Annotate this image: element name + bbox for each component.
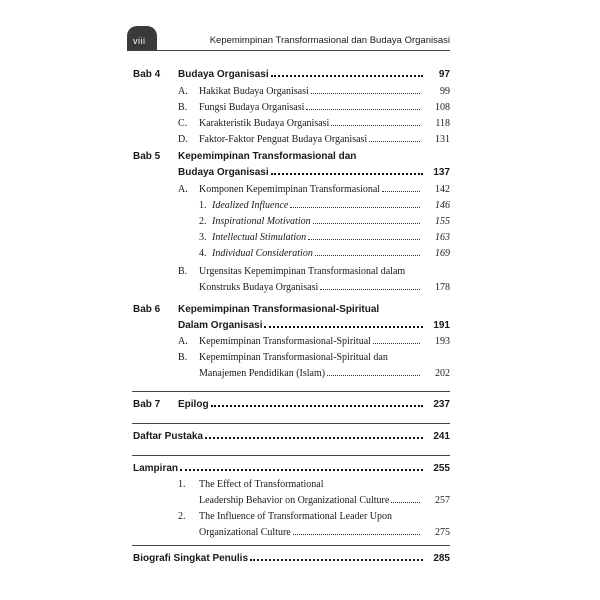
page-ref: 241 (433, 431, 450, 442)
chapter-title: Epilog (178, 399, 425, 410)
bibliography-title: Daftar Pustaka (133, 431, 425, 442)
subitem-title: Individual Consideration (212, 248, 422, 259)
page-ref: 191 (433, 320, 450, 331)
item-title: Komponen Kepemimpinan Transformasional (199, 184, 422, 195)
page-ref: 155 (435, 216, 450, 227)
item-marker: D. (178, 134, 188, 145)
toc-item (0, 102, 600, 118)
section-divider (132, 545, 450, 546)
toc-subitem (0, 232, 600, 248)
page-number: viii (133, 36, 146, 46)
subitem-marker: 3. (199, 232, 207, 243)
section-divider (132, 455, 450, 456)
page-ref: 275 (435, 527, 450, 538)
item-marker: 2. (178, 511, 186, 522)
subitem-marker: 2. (199, 216, 207, 227)
toc-chapter-6-line2 (0, 320, 600, 336)
item-marker: B. (178, 102, 188, 113)
appendix-title: Lampiran (133, 463, 425, 474)
page-ref: 108 (435, 102, 450, 113)
subitem-title: Intellectual Stimulation (212, 232, 422, 243)
toc-subitem (0, 200, 600, 216)
running-title: Kepemimpinan Transformasional dan Budaya Organisasi (209, 35, 450, 46)
page-ref: 118 (435, 118, 450, 129)
toc-appendix-item-line2 (0, 527, 600, 543)
chapter-label: Bab 4 (133, 69, 161, 80)
toc-item (0, 184, 600, 200)
item-marker: 1. (178, 479, 186, 490)
toc-item (0, 134, 600, 150)
leader-dots (293, 533, 420, 535)
page-ref: 142 (435, 184, 450, 195)
leader-dots (271, 74, 423, 77)
item-title-line1: The Influence of Transformational Leader Upon (199, 511, 392, 522)
page-ref: 255 (433, 463, 450, 474)
page-ref: 137 (433, 167, 450, 178)
item-title-line2: Organizational Culture (199, 527, 422, 538)
page-ref: 285 (433, 553, 450, 564)
leader-dots (320, 288, 420, 290)
toc-chapter-4 (0, 69, 600, 85)
item-title: Fungsi Budaya Organisasi (199, 102, 422, 113)
leader-dots (311, 92, 420, 94)
chapter-title: Budaya Organisasi (178, 69, 425, 80)
item-title-line2: Manajemen Pendidikan (Islam) (199, 368, 422, 379)
toc-biography (0, 553, 600, 569)
item-marker: B. (178, 352, 188, 363)
leader-dots (327, 374, 420, 376)
section-divider (132, 391, 450, 392)
item-title: Hakikat Budaya Organisasi (199, 86, 422, 97)
leader-dots (180, 468, 423, 471)
biography-title: Biografi Singkat Penulis (133, 553, 425, 564)
leader-dots (306, 108, 420, 110)
subitem-title: Inspirational Motivation (212, 216, 422, 227)
item-title-line2: Leadership Behavior on Organizational Culture (199, 495, 422, 506)
leader-dots (290, 206, 420, 208)
leader-dots (315, 254, 420, 256)
item-title-line1: The Effect of Transformational (199, 479, 324, 490)
item-title-line1: Kepemimpinan Transformasional-Spiritual dan (199, 352, 388, 363)
leader-dots (369, 140, 420, 142)
chapter-title-line1: Kepemimpinan Transformasional dan (178, 151, 357, 162)
chapter-label: Bab 5 (133, 151, 161, 162)
page-ref: 97 (438, 69, 450, 80)
item-title: Karakteristik Budaya Organisasi (199, 118, 422, 129)
item-marker: A. (178, 336, 188, 347)
toc-item (0, 266, 600, 282)
page-ref: 193 (435, 336, 450, 347)
leader-dots (250, 558, 423, 561)
header-rule (127, 50, 450, 51)
section-divider (132, 423, 450, 424)
item-title-line2: Konstruks Budaya Organisasi (199, 282, 422, 293)
leader-dots (382, 190, 420, 192)
item-marker: A. (178, 86, 188, 97)
item-marker: C. (178, 118, 188, 129)
leader-dots (313, 222, 420, 224)
toc-item (0, 118, 600, 134)
leader-dots (331, 124, 420, 126)
toc-item-line2 (0, 282, 600, 298)
toc-chapter-7 (0, 399, 600, 415)
toc-appendix-item-line2 (0, 495, 600, 511)
leader-dots (391, 501, 420, 503)
chapter-title-line2: Budaya Organisasi (178, 167, 425, 178)
leader-dots (264, 325, 423, 328)
item-title-line1: Urgensitas Kepemimpinan Transformasional dalam (199, 266, 406, 277)
page-ref: 257 (435, 495, 450, 506)
subitem-marker: 4. (199, 248, 207, 259)
toc-item (0, 86, 600, 102)
page-ref: 237 (433, 399, 450, 410)
toc-appendix-item (0, 511, 600, 527)
page-ref: 169 (435, 248, 450, 259)
toc-item (0, 352, 600, 368)
leader-dots (211, 404, 423, 407)
toc-item (0, 336, 600, 352)
leader-dots (308, 238, 420, 240)
toc-appendix-item (0, 479, 600, 495)
toc-subitem (0, 216, 600, 232)
page-ref: 163 (435, 232, 450, 243)
page-ref: 99 (440, 86, 450, 97)
leader-dots (373, 342, 420, 344)
toc-subitem (0, 248, 600, 264)
subitem-title: Idealized Influence (212, 200, 422, 211)
leader-dots (271, 172, 423, 175)
page-ref: 178 (435, 282, 450, 293)
toc-item-line2 (0, 368, 600, 384)
chapter-title-line2: Dalam Organisasi (178, 320, 425, 331)
item-title: Kepemimpinan Transformasional-Spiritual (199, 336, 422, 347)
chapter-label: Bab 7 (133, 399, 161, 410)
page-ref: 131 (435, 134, 450, 145)
toc-appendix (0, 463, 600, 479)
item-marker: A. (178, 184, 188, 195)
chapter-title-line1: Kepemimpinan Transformasional-Spiritual (178, 304, 380, 315)
chapter-label: Bab 6 (133, 304, 161, 315)
item-title: Faktor-Faktor Penguat Budaya Organisasi (199, 134, 422, 145)
page-ref: 202 (435, 368, 450, 379)
page-ref: 146 (435, 200, 450, 211)
toc-chapter-5 (0, 151, 600, 167)
item-marker: B. (178, 266, 188, 277)
toc-chapter-5-line2 (0, 167, 600, 183)
toc-bibliography (0, 431, 600, 447)
subitem-marker: 1. (199, 200, 207, 211)
leader-dots (205, 436, 423, 439)
toc-chapter-6 (0, 304, 600, 320)
